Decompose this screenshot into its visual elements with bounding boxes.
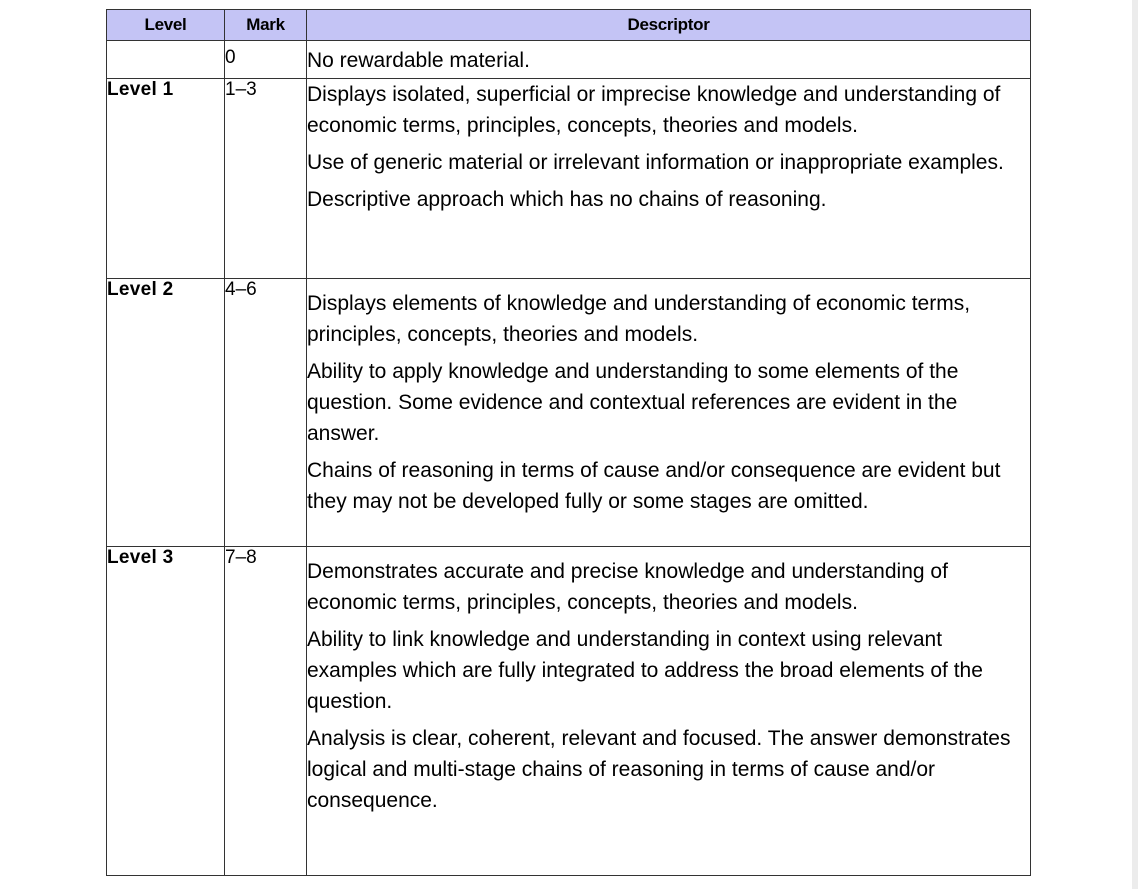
descriptor-text: Demonstrates accurate and precise knowledge and understanding of economic terms, principles, concepts, theories and models. xyxy=(307,560,948,614)
levels-mark-scheme-table xyxy=(106,9,1031,876)
table-row xyxy=(107,41,1031,79)
descriptor-cell xyxy=(307,41,1031,79)
mark-cell: 7–8 xyxy=(225,547,307,876)
mark-cell: 1–3 xyxy=(225,79,307,279)
table-row xyxy=(107,279,1031,547)
page-edge xyxy=(1132,0,1138,889)
descriptor-text: Chains of reasoning in terms of cause and/or consequence are evident but they may not be developed fully or some stages are omitted. xyxy=(307,459,1001,513)
table-header-row xyxy=(107,10,1031,41)
descriptor-cell xyxy=(307,79,1031,279)
mark-cell: 0 xyxy=(225,41,307,79)
header-descriptor: Descriptor xyxy=(307,10,1031,41)
descriptor-text: Descriptive approach which has no chains of reasoning. xyxy=(307,188,827,211)
table-row xyxy=(107,547,1031,876)
descriptor-text: Analysis is clear, coherent, relevant and focused. The answer demonstrates logical and multi-stage chains of reasoning in terms of cause and/or consequence. xyxy=(307,727,1011,812)
descriptor-cell xyxy=(307,279,1031,547)
level-cell: Level 1 xyxy=(107,79,225,279)
table-row xyxy=(107,79,1031,279)
header-mark: Mark xyxy=(225,10,307,41)
descriptor-text: Displays isolated, superficial or imprecise knowledge and understanding of economic terms, principles, concepts, theories and models. xyxy=(307,83,1001,137)
level-cell: Level 2 xyxy=(107,279,225,547)
descriptor-text: Ability to link knowledge and understanding in context using relevant examples which are fully integrated to address the broad elements of the question. xyxy=(307,628,983,713)
descriptor-text: Displays elements of knowledge and understanding of economic terms, principles, concepts, theories and models. xyxy=(307,292,971,346)
header-level: Level xyxy=(107,10,225,41)
descriptor-text: Use of generic material or irrelevant information or inappropriate examples. xyxy=(307,151,1004,174)
level-cell: Level 3 xyxy=(107,547,225,876)
descriptor-cell xyxy=(307,547,1031,876)
mark-cell: 4–6 xyxy=(225,279,307,547)
descriptor-text: Ability to apply knowledge and understanding to some elements of the question. Some evidence and contextual references are evident in the answer. xyxy=(307,360,959,445)
level-cell xyxy=(107,41,225,79)
descriptor-text: No rewardable material. xyxy=(307,49,530,72)
